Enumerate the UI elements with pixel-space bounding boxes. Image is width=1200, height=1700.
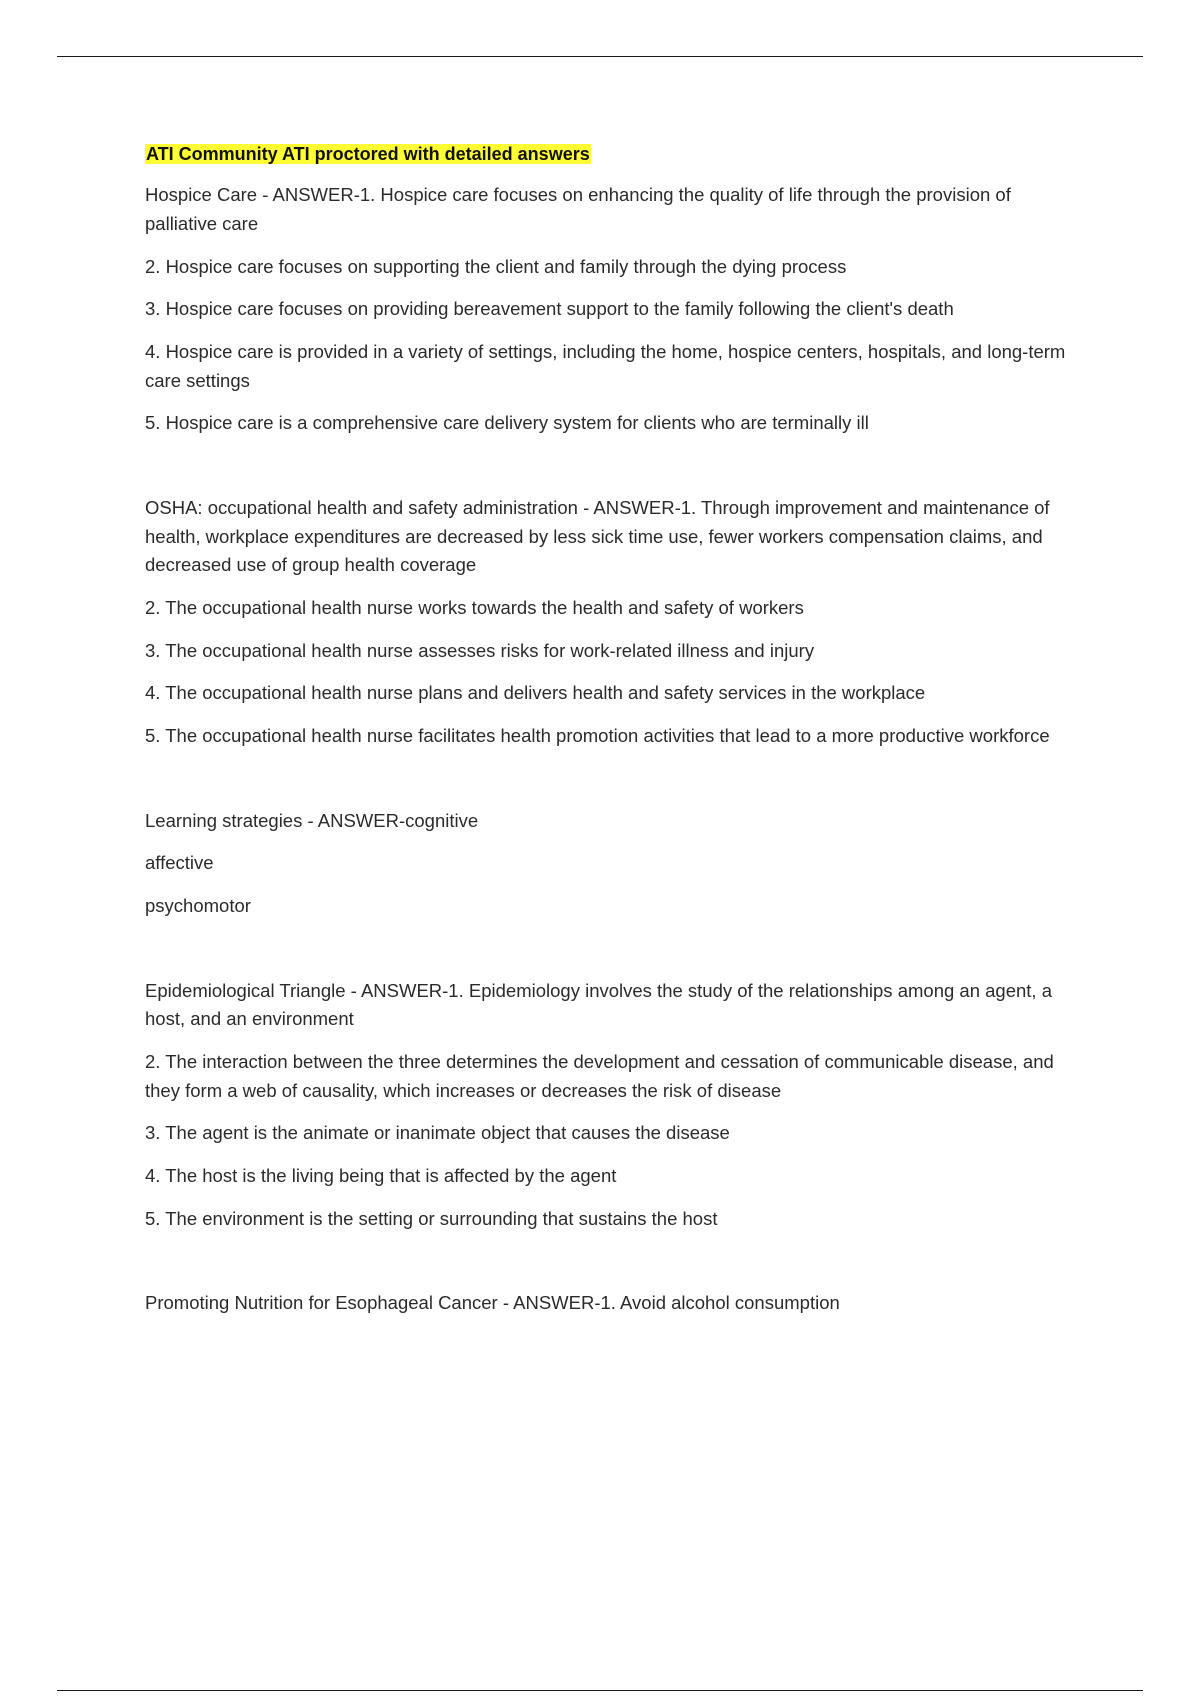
document-body [145,142,1085,1332]
paragraph: Epidemiological Triangle - ANSWER-1. Epidemiology involves the study of the relationships among an agent, a host, and an environment [145,979,1052,1030]
paragraph: 5. Hospice care is a comprehensive care delivery system for clients who are terminally ill [145,412,869,434]
paragraph: OSHA: occupational health and safety administration - ANSWER-1. Through improvement and maintenance of health, workplace expenditures are decreased by less sick time use, fewer workers compensation claims, and decreased use of group health coverage [145,496,1050,576]
footer-rule [57,1690,1143,1691]
paragraph: 3. The occupational health nurse assesses risks for work-related illness and injury [145,639,815,661]
paragraph: affective [145,852,214,874]
paragraph: 2. The interaction between the three determines the development and cessation of communicable disease, and they form a web of causality, which increases or decreases the risk of disease [145,1050,1054,1101]
section-esophageal-cancer-nutrition [145,1289,1085,1318]
section-osha [145,494,1085,751]
section-epidemiological-triangle [145,977,1085,1234]
paragraph: 4. The occupational health nurse plans and delivers health and safety services in the workplace [145,682,926,704]
paragraph: Learning strategies - ANSWER-cognitive [145,809,479,831]
header-rule [57,56,1143,57]
paragraph: 2. The occupational health nurse works towards the health and safety of workers [145,596,804,618]
document-title [145,142,1085,167]
paragraph: 4. Hospice care is provided in a variety of settings, including the home, hospice centers, hospitals, and long-term care settings [145,340,1066,391]
document-title-text: ATI Community ATI proctored with detailed answers [146,144,590,164]
paragraph: 3. The agent is the animate or inanimate object that causes the disease [145,1122,730,1144]
paragraph: 5. The occupational health nurse facilitates health promotion activities that lead to a more productive workforce [145,724,1050,746]
paragraph: Promoting Nutrition for Esophageal Cancer - ANSWER-1. Avoid alcohol consumption [145,1292,840,1314]
paragraph: 5. The environment is the setting or surrounding that sustains the host [145,1207,718,1229]
section-spacer [145,1247,1085,1289]
paragraph: 3. Hospice care focuses on providing bereavement support to the family following the client's death [145,298,954,320]
paragraph: 4. The host is the living being that is affected by the agent [145,1164,617,1186]
section-learning-strategies [145,807,1085,921]
paragraph: psychomotor [145,894,251,916]
paragraph: 2. Hospice care focuses on supporting the client and family through the dying process [145,255,847,277]
paragraph: Hospice Care - ANSWER-1. Hospice care focuses on enhancing the quality of life through the provision of palliative care [145,184,1011,234]
section-spacer [145,935,1085,977]
section-spacer [145,765,1085,807]
section-hospice-care [145,181,1085,438]
section-spacer [145,452,1085,494]
